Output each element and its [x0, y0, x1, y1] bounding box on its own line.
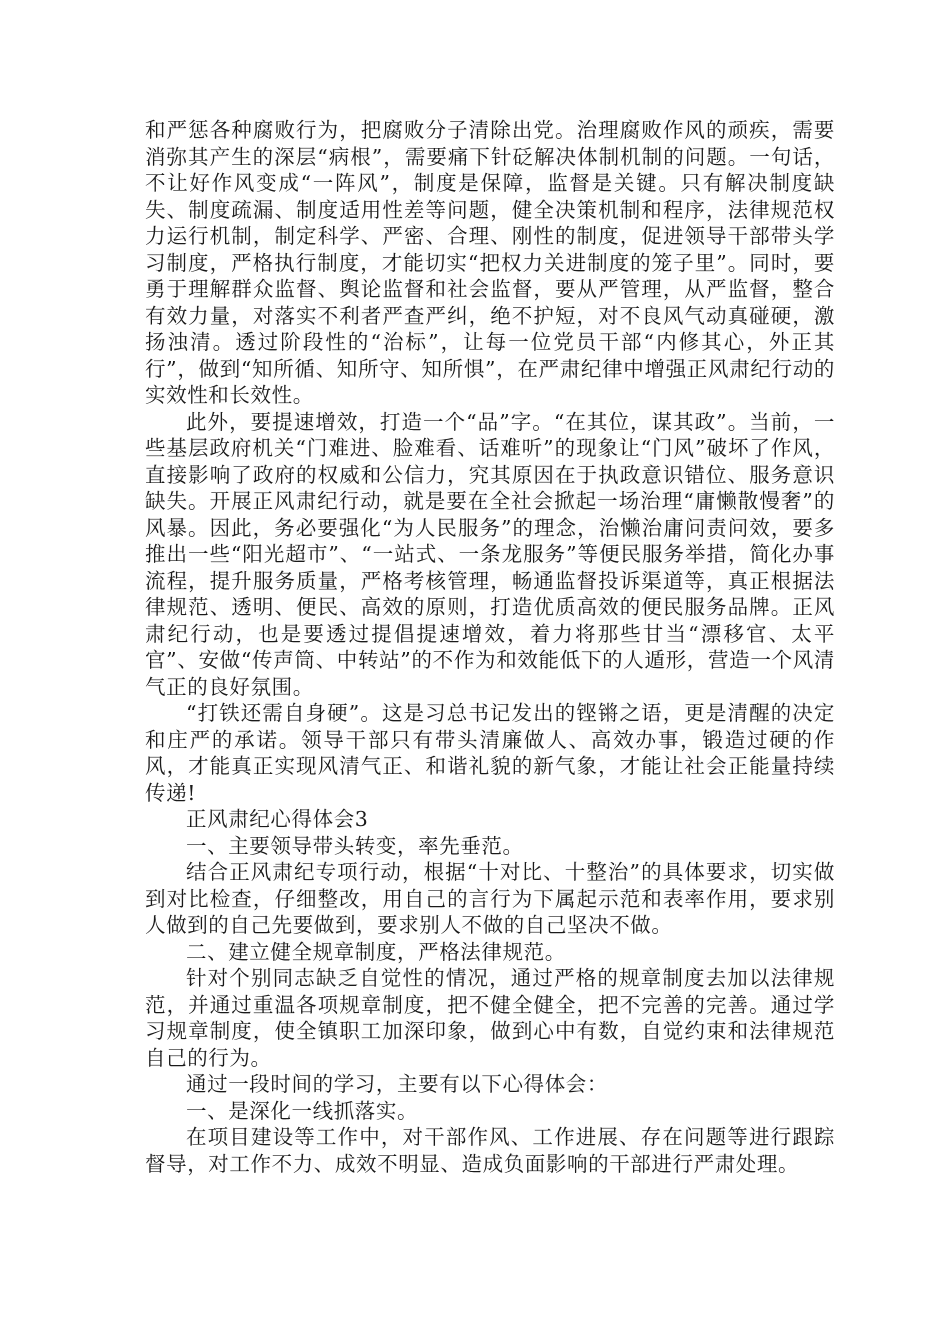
paragraph-3: “打铁还需自身硬”。这是习总书记发出的铿锵之语，更是清醒的决定和庄严的承诺。领导干部只有带头清廉做人、高效办事，锻造过硬的作风，才能真正实现风清气正、和谐礼貌的新气象，才能让社会正能量持续传递! [145, 701, 835, 805]
document-body [145, 117, 835, 1177]
paragraph-2: 此外，要提速增效，打造一个“品”字。“在其位，谋其政”。当前，一些基层政府机关“门难进、脸难看、话难听”的现象让“门风”破坏了作风，直接影响了政府的权威和公信力，究其原因在于执政意识错位、服务意识缺失。开展正风肃纪行动，就是要在全社会掀起一场治理“庸懒散慢奢”的风暴。因此，务必要强化“为人民服务”的理念，治懒治庸问责问效，要多推出一些“阳光超市”、“一站式、一条龙服务”等便民服务举措，简化办事流程，提升服务质量，严格考核管理，畅通监督投诉渠道等，真正根据法律规范、透明、便民、高效的原则，打造优质高效的便民服务品牌。正风肃纪行动，也是要透过提倡提速增效，着力将那些甘当“漂移官、太平官”、安做“传声筒、中转站”的不作为和效能低下的人遁形，营造一个风清气正的良好氛围。 [145, 409, 835, 699]
paragraph-5: 针对个别同志缺乏自觉性的情况，通过严格的规章制度去加以法律规范，并通过重温各项规章制度，把不健全健全，把不完善的完善。通过学习规章制度，使全镇职工加深印象，做到心中有数，自觉约束和法律规范自己的行为。 [145, 966, 835, 1070]
paragraph-7: 在项目建设等工作中，对干部作风、工作进展、存在问题等进行跟踪督导，对工作不力、成效不明显、造成负面影响的干部进行严肃处理。 [145, 1125, 835, 1176]
heading-2: 二、建立健全规章制度，严格法律规范。 [186, 939, 566, 964]
paragraph-6: 通过一段时间的学习，主要有以下心得体会： [186, 1072, 608, 1096]
heading-1: 一、主要领导带头转变，率先垂范。 [186, 833, 524, 858]
paragraph-1: 和严惩各种腐败行为，把腐败分子清除出党。治理腐败作风的顽疾，需要消弥其产生的深层“病根”，需要痛下针砭解决体制机制的问题。一句话，不让好作风变成“一阵风”，制度是保障，监督是关键。只有解决制度缺失、制度疏漏、制度适用性差等问题，健全决策机制和程序，法律规范权力运行机制，制定科学、严密、合理、刚性的制度，促进领导干部带头学习制度，严格执行制度，才能切实“把权力关进制度的笼子里”。同时，要勇于理解群众监督、舆论监督和社会监督，要从严管理，从严监督，整合有效力量，对落实不利者严查严纠，绝不护短，对不良风气动真碰硬，激扬浊清。透过阶段性的“治标”，让每一位党员干部“内修其心，外正其行”，做到“知所循、知所守、知所惧”，在严肃纪律中增强正风肃纪行动的实效性和长效性。 [145, 118, 835, 407]
section-title: 正风肃纪心得体会3 [186, 807, 369, 831]
heading-3: 一、是深化一线抓落实。 [186, 1098, 419, 1123]
paragraph-4: 结合正风肃纪专项行动，根据“十对比、十整治”的具体要求，切实做到对比检查，仔细整改，用自己的言行为下属起示范和表率作用，要求别人做到的自己先要做到，要求别人不做的自己坚决不做。 [145, 860, 835, 937]
